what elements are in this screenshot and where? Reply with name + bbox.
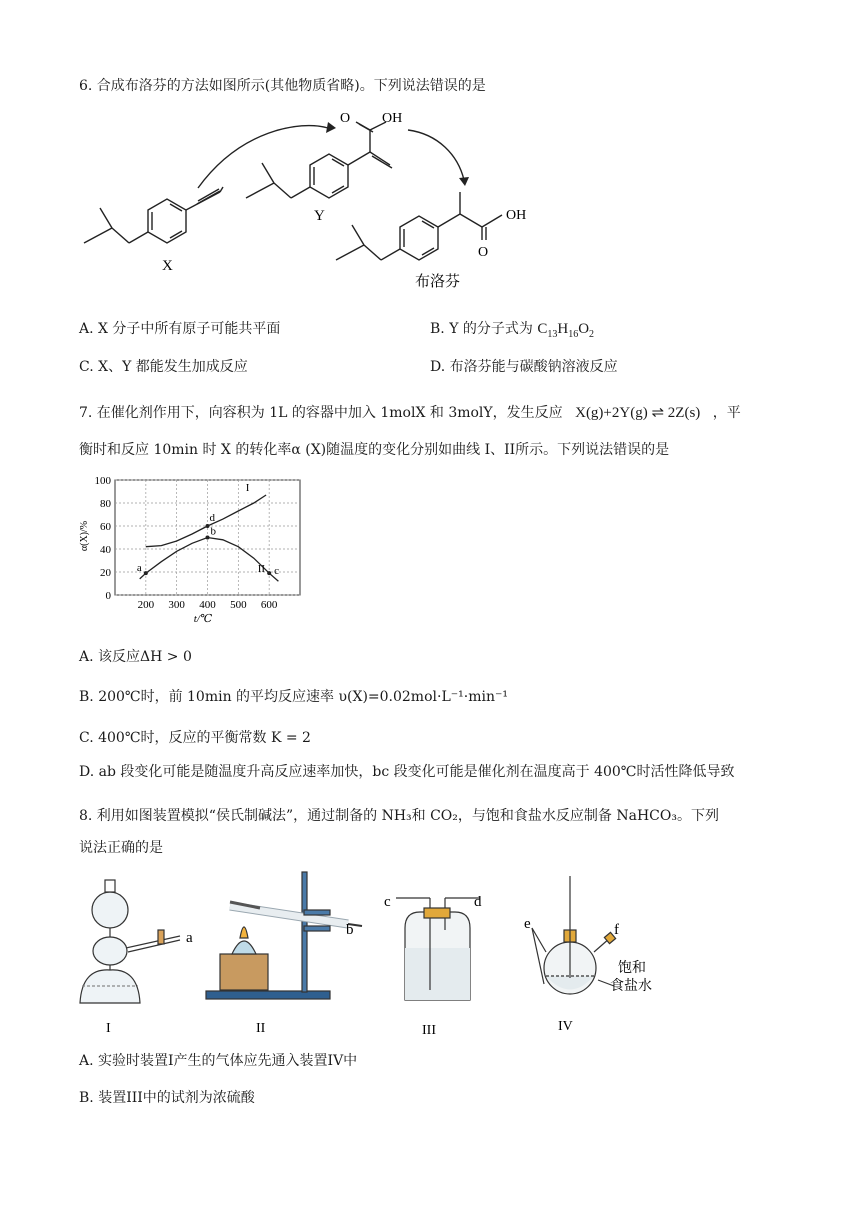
q7-stem-text: 7. 在催化剂作用下，向容积为 1L 的容器中加入 1molX 和 3molY，发生反应 [79,405,563,421]
apparatus-label-iv: IV [558,1019,573,1034]
apparatus-label-e: e [524,916,531,932]
q7-stem-line2: 衡时和反应 10min 时 X 的转化率α (X)随温度的变化分别如曲线 I、II所示。下列说法错误的是 [79,442,670,458]
point-label-a: a [136,562,142,575]
point-label-b: b [210,525,216,538]
series-label-ii: II [257,563,266,576]
y-tick-label: 60 [100,521,111,533]
q8-option-a: A. 实验时装置I产生的气体应先通入装置IV中 [79,1053,358,1069]
apparatus-i-kipp [80,880,180,1003]
ibu-oh-label: OH [506,208,527,223]
apparatus-label-iii: III [422,1023,436,1038]
x-tick-label: 400 [199,599,216,611]
q7-option-d: D. ab 段变化可能是随温度升高反应速率加快，bc 段变化可能是催化剂在温度高于 400℃时活性降低导致 [79,764,735,780]
chart-xlabel: t/℃ [193,613,213,625]
point-a [144,571,148,575]
y-oxygen-label: O [340,111,351,126]
y-tick-label: 80 [100,498,111,510]
point-b [206,536,210,540]
chart-ylabel: α(X)/% [79,520,90,552]
q7-stem-end: ，平 [712,405,741,421]
point-label-d: d [209,512,215,524]
q6-option-c: C. X、Y 都能发生加成反应 [79,359,248,375]
y-oh-label: OH [382,111,403,126]
q6-option-a: A. X 分子中所有原子可能共平面 [79,321,281,337]
apparatus-label-a: a [186,930,193,946]
chart-series [140,482,279,581]
apparatus-label-ii: II [256,1021,266,1036]
q7-option-b: B. 200℃时，前 10min 的平均反应速率 υ(X)=0.02mol·L⁻¹·min⁻¹ [79,689,508,705]
apparatus-diagram [70,868,690,1043]
q8-stem-line2: 说法正确的是 [79,840,163,856]
q7-reaction: X(g)+2Y(g) ⇌ 2Z(s) [575,405,701,421]
x-tick-label: 200 [137,599,155,611]
q6-option-b-prefix: B. Y 的分子式为 [430,321,533,337]
point-label-c: c [274,565,280,578]
q6-option-d: D. 布洛芬能与碳酸钠溶液反应 [430,359,618,375]
q8-option-b: B. 装置III中的试剂为浓硫酸 [79,1090,255,1106]
ibuprofen-synthesis-scheme [70,100,590,300]
label-y: Y [314,208,325,224]
apparatus-iv-three-neck-flask [532,876,616,994]
x-tick-label: 500 [230,599,247,611]
x-tick-label: 600 [260,599,278,611]
apparatus-brine-label-2: 食盐水 [610,979,652,994]
ibu-oxygen-label: O [478,245,489,260]
point-d [206,524,210,528]
conversion-chart [75,470,305,630]
q8-stem-line1: 8. 利用如图装置模拟“侯氏制碱法”，通过制备的 NH₃和 CO₂，与饱和食盐水反应制备 NaHCO₃。下列 [79,808,719,824]
apparatus-brine-label-1: 饱和 [618,961,646,976]
y-tick-label: 20 [100,567,111,579]
chart-ticks [95,475,278,611]
point-c [267,571,271,575]
series-label-i: I [245,482,250,494]
apparatus-label-b: b [346,922,354,938]
apparatus-label-i: I [106,1021,111,1036]
q6-option-b-formula: $C_{13}H_{16}O_2$ [537,321,595,340]
apparatus-label-d: d [474,894,482,910]
apparatus-label-f: f [614,922,619,938]
q7-stem-line1 [79,402,741,422]
label-x: X [162,258,173,274]
q6-option-b [430,318,594,340]
label-ibuprofen: 布洛芬 [415,274,461,290]
apparatus-iii-wash-bottle [396,898,480,1000]
q7-option-a: A. 该反应ΔH > 0 [79,649,192,665]
q7-option-c: C. 400℃时，反应的平衡常数 K = 2 [79,730,311,746]
apparatus-ii-heating [206,872,362,999]
apparatus-label-c: c [384,894,391,910]
x-tick-label: 300 [168,599,185,611]
y-tick-label: 0 [105,590,111,602]
y-tick-label: 40 [100,544,111,556]
q6-stem: 6. 合成布洛芬的方法如图所示(其他物质省略)。下列说法错误的是 [79,78,486,94]
y-tick-label: 100 [94,475,111,487]
